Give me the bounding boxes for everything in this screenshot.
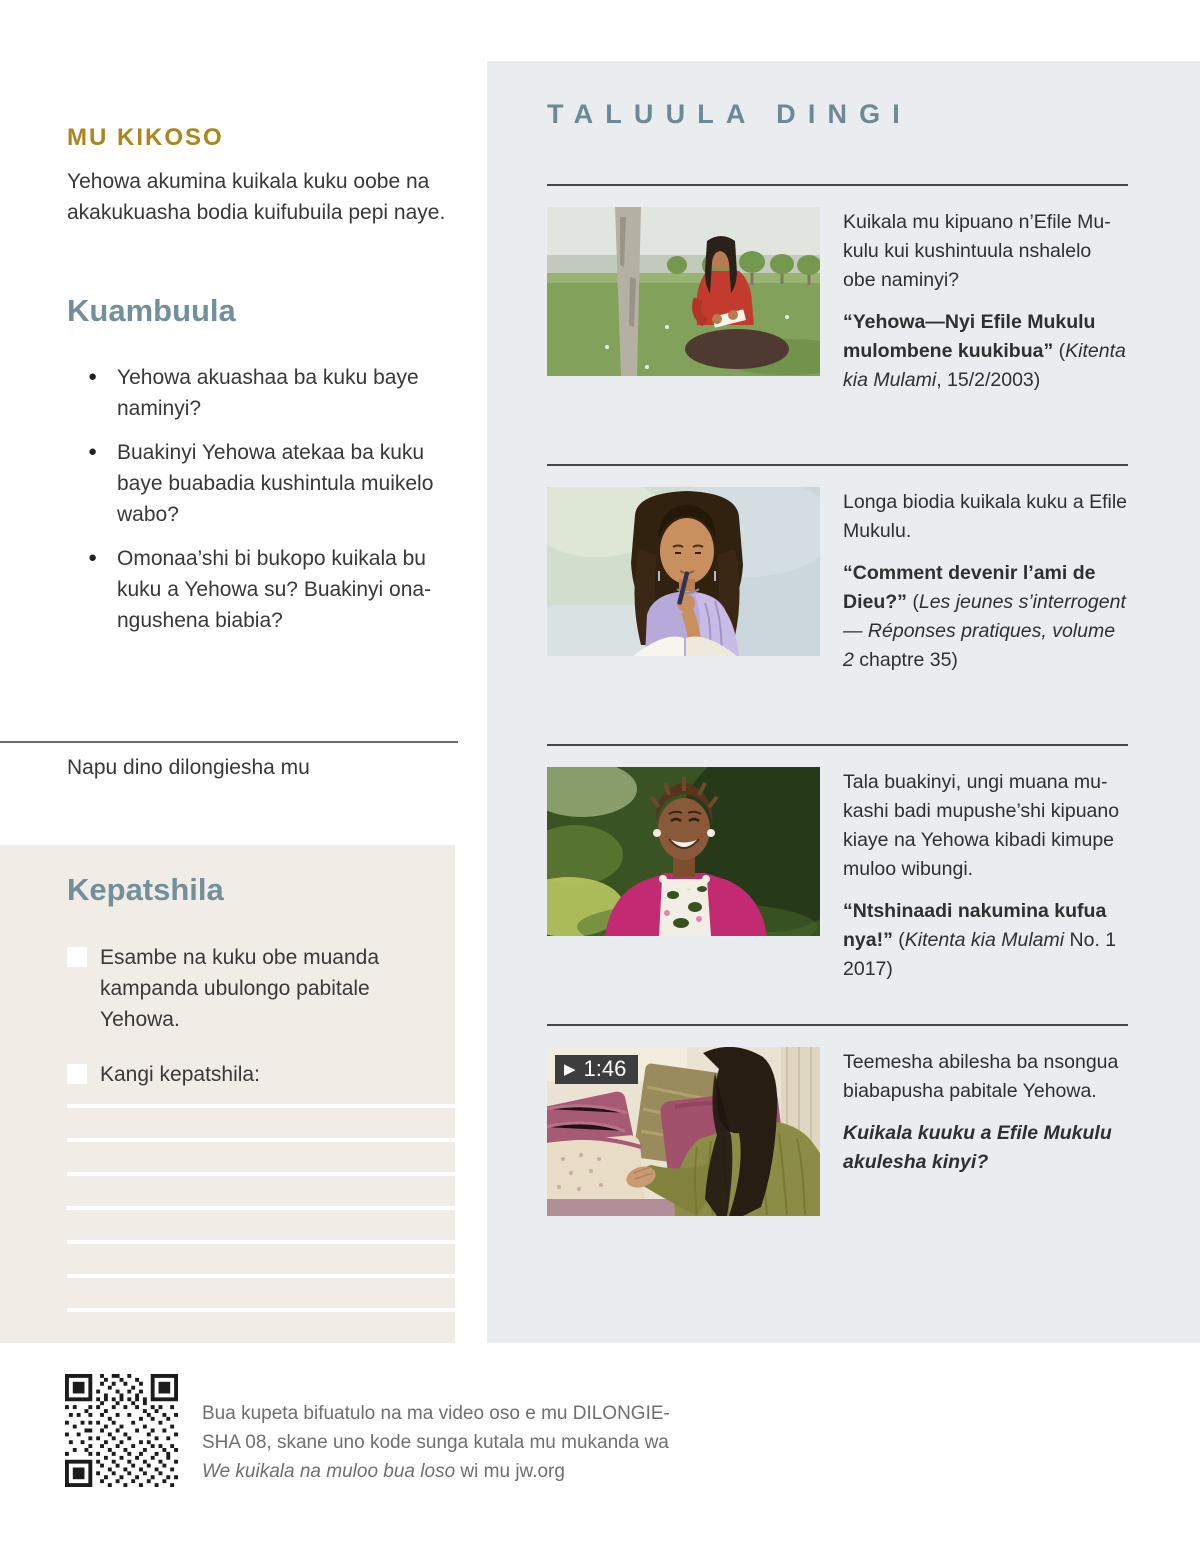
writing-line: [67, 1104, 455, 1108]
article-text: [843, 207, 1128, 464]
qr-code: [65, 1374, 178, 1487]
orchard-photo-illustration: [547, 207, 820, 376]
goals-box: [0, 845, 455, 1343]
reference-open: (: [892, 929, 905, 951]
note-line: Napu dino dilongiesha mu: [67, 756, 310, 779]
goal-item-label: Kangi kepatshila:: [100, 1063, 260, 1086]
video-duration: 1:46: [583, 1056, 627, 1081]
goal-item: [67, 1059, 422, 1090]
photo-woman-reading-in-orchard: [547, 207, 820, 376]
kicker-heading: MU KIKOSO: [67, 123, 224, 151]
writing-line: [67, 1240, 455, 1244]
list-item: [67, 437, 459, 530]
photo-young-woman-studying: [547, 487, 820, 656]
goal-checkbox[interactable]: [67, 1064, 87, 1084]
article-reference: [843, 897, 1128, 984]
article-reference: [843, 308, 1128, 395]
bullet-icon: ●: [88, 368, 98, 385]
video-thumbnail[interactable]: [547, 1047, 820, 1216]
article-description: Teemesha abilesha ba nsongua biabapusha pabitale Yehowa.: [843, 1051, 1119, 1102]
discussion-title: Kuambuula: [67, 293, 236, 328]
goal-checkbox[interactable]: [67, 947, 87, 967]
footer-text: [202, 1374, 680, 1487]
list-item: [67, 543, 459, 636]
article-reference: [843, 559, 1128, 675]
writing-line: [67, 1308, 455, 1312]
reference-tail: No. 1 2017): [843, 929, 1117, 980]
writing-line: [67, 1206, 455, 1210]
garden-portrait-illustration: [547, 767, 820, 936]
article-description: Tala buakinyi, ungi muana mukashi badi mupushe’shi kipuano kiaye na Yehowa kibadi kimupe muloo wibungi.: [843, 771, 1120, 880]
play-icon: ▶: [564, 1060, 576, 1078]
footer-text-publication: We kuikala na muloo bua loso: [202, 1461, 456, 1482]
reference-title: “Yehowa—Nyi Efile Mukulu mulombene kuukibua”: [843, 311, 1096, 362]
list-item-text: Buakinyi Yehowa atekaa ba kuku baye buabadia kushintula muikelo wabo?: [117, 441, 434, 526]
list-item: [67, 362, 459, 424]
video-duration-badge: [555, 1055, 638, 1084]
article-entry: [547, 464, 1128, 744]
writing-line: [67, 1274, 455, 1278]
bullet-icon: ●: [88, 549, 98, 566]
article-entry: [547, 744, 1128, 1024]
reference-source: Kitenta kia Mulami: [843, 340, 1126, 391]
article-description: Longa biodia kuikala kuku a Efile Mukulu.: [843, 491, 1128, 542]
writing-line: [67, 1172, 455, 1176]
reference-open: (: [1053, 340, 1066, 362]
article-entry: [547, 184, 1128, 464]
article-entry: [547, 1024, 1128, 1216]
reference-source: Les jeunes s’interrogent — Réponses pratiques, volume 2: [843, 591, 1126, 671]
article-description: Kuikala mu kipuano n’Efile Mukulu kui kushintuula nshalelo obe naminyi?: [843, 211, 1111, 291]
video-question-text: Kuikala kuuku a Efile Mukulu akulesha kinyi?: [843, 1122, 1112, 1173]
discussion-list: [67, 362, 459, 649]
article-text: [843, 767, 1128, 1024]
list-item-text: Yehowa akuashaa ba kuku baye naminyi?: [117, 366, 419, 420]
reference-tail: chaptre 35): [853, 649, 958, 671]
photo-smiling-woman-in-garden: [547, 767, 820, 936]
video-question: [843, 1119, 1128, 1177]
intro-paragraph: Yehowa akumina kuikala kuku oobe na akakukuasha bodia kuifubuila pepi naye.: [67, 170, 446, 224]
footer: [65, 1374, 680, 1487]
goal-item: [67, 942, 422, 1035]
study-photo-illustration: [547, 487, 820, 656]
section-divider: [0, 741, 458, 743]
reference-source: Kitenta kia Mulami: [904, 929, 1065, 951]
article-text: [843, 487, 1128, 744]
footer-text-end: wi mu jw.org: [455, 1461, 565, 1482]
bullet-icon: ●: [88, 443, 98, 460]
reference-open: (: [906, 591, 919, 613]
writing-line: [67, 1138, 455, 1142]
writing-lines: [67, 1104, 455, 1342]
reference-title: “Ntshinaadi nakumina kufua nya!”: [843, 900, 1107, 951]
list-item-text: Omonaa’shi bi bukopo kuikala bu kuku a Yehowa su? Buakinyi onangushena biabia?: [117, 547, 432, 632]
reference-title: “Comment devenir l’ami de Dieu?”: [843, 562, 1096, 613]
article-text: [843, 1047, 1128, 1216]
goal-item-label: Esambe na kuku obe muanda kampanda ubulongo pabitale Yehowa.: [100, 946, 380, 1031]
review-panel-title: TALUULA DINGI: [547, 99, 912, 129]
footer-text-start: Bua kupeta bifuatulo na ma video oso e mu DILONGIESHA 08, skane uno kode sunga kutala mu mukanda wa: [202, 1403, 670, 1453]
reference-tail: , 15/2/2003): [936, 369, 1041, 391]
goals-title: Kepatshila: [67, 872, 224, 907]
review-panel: [487, 61, 1200, 1343]
